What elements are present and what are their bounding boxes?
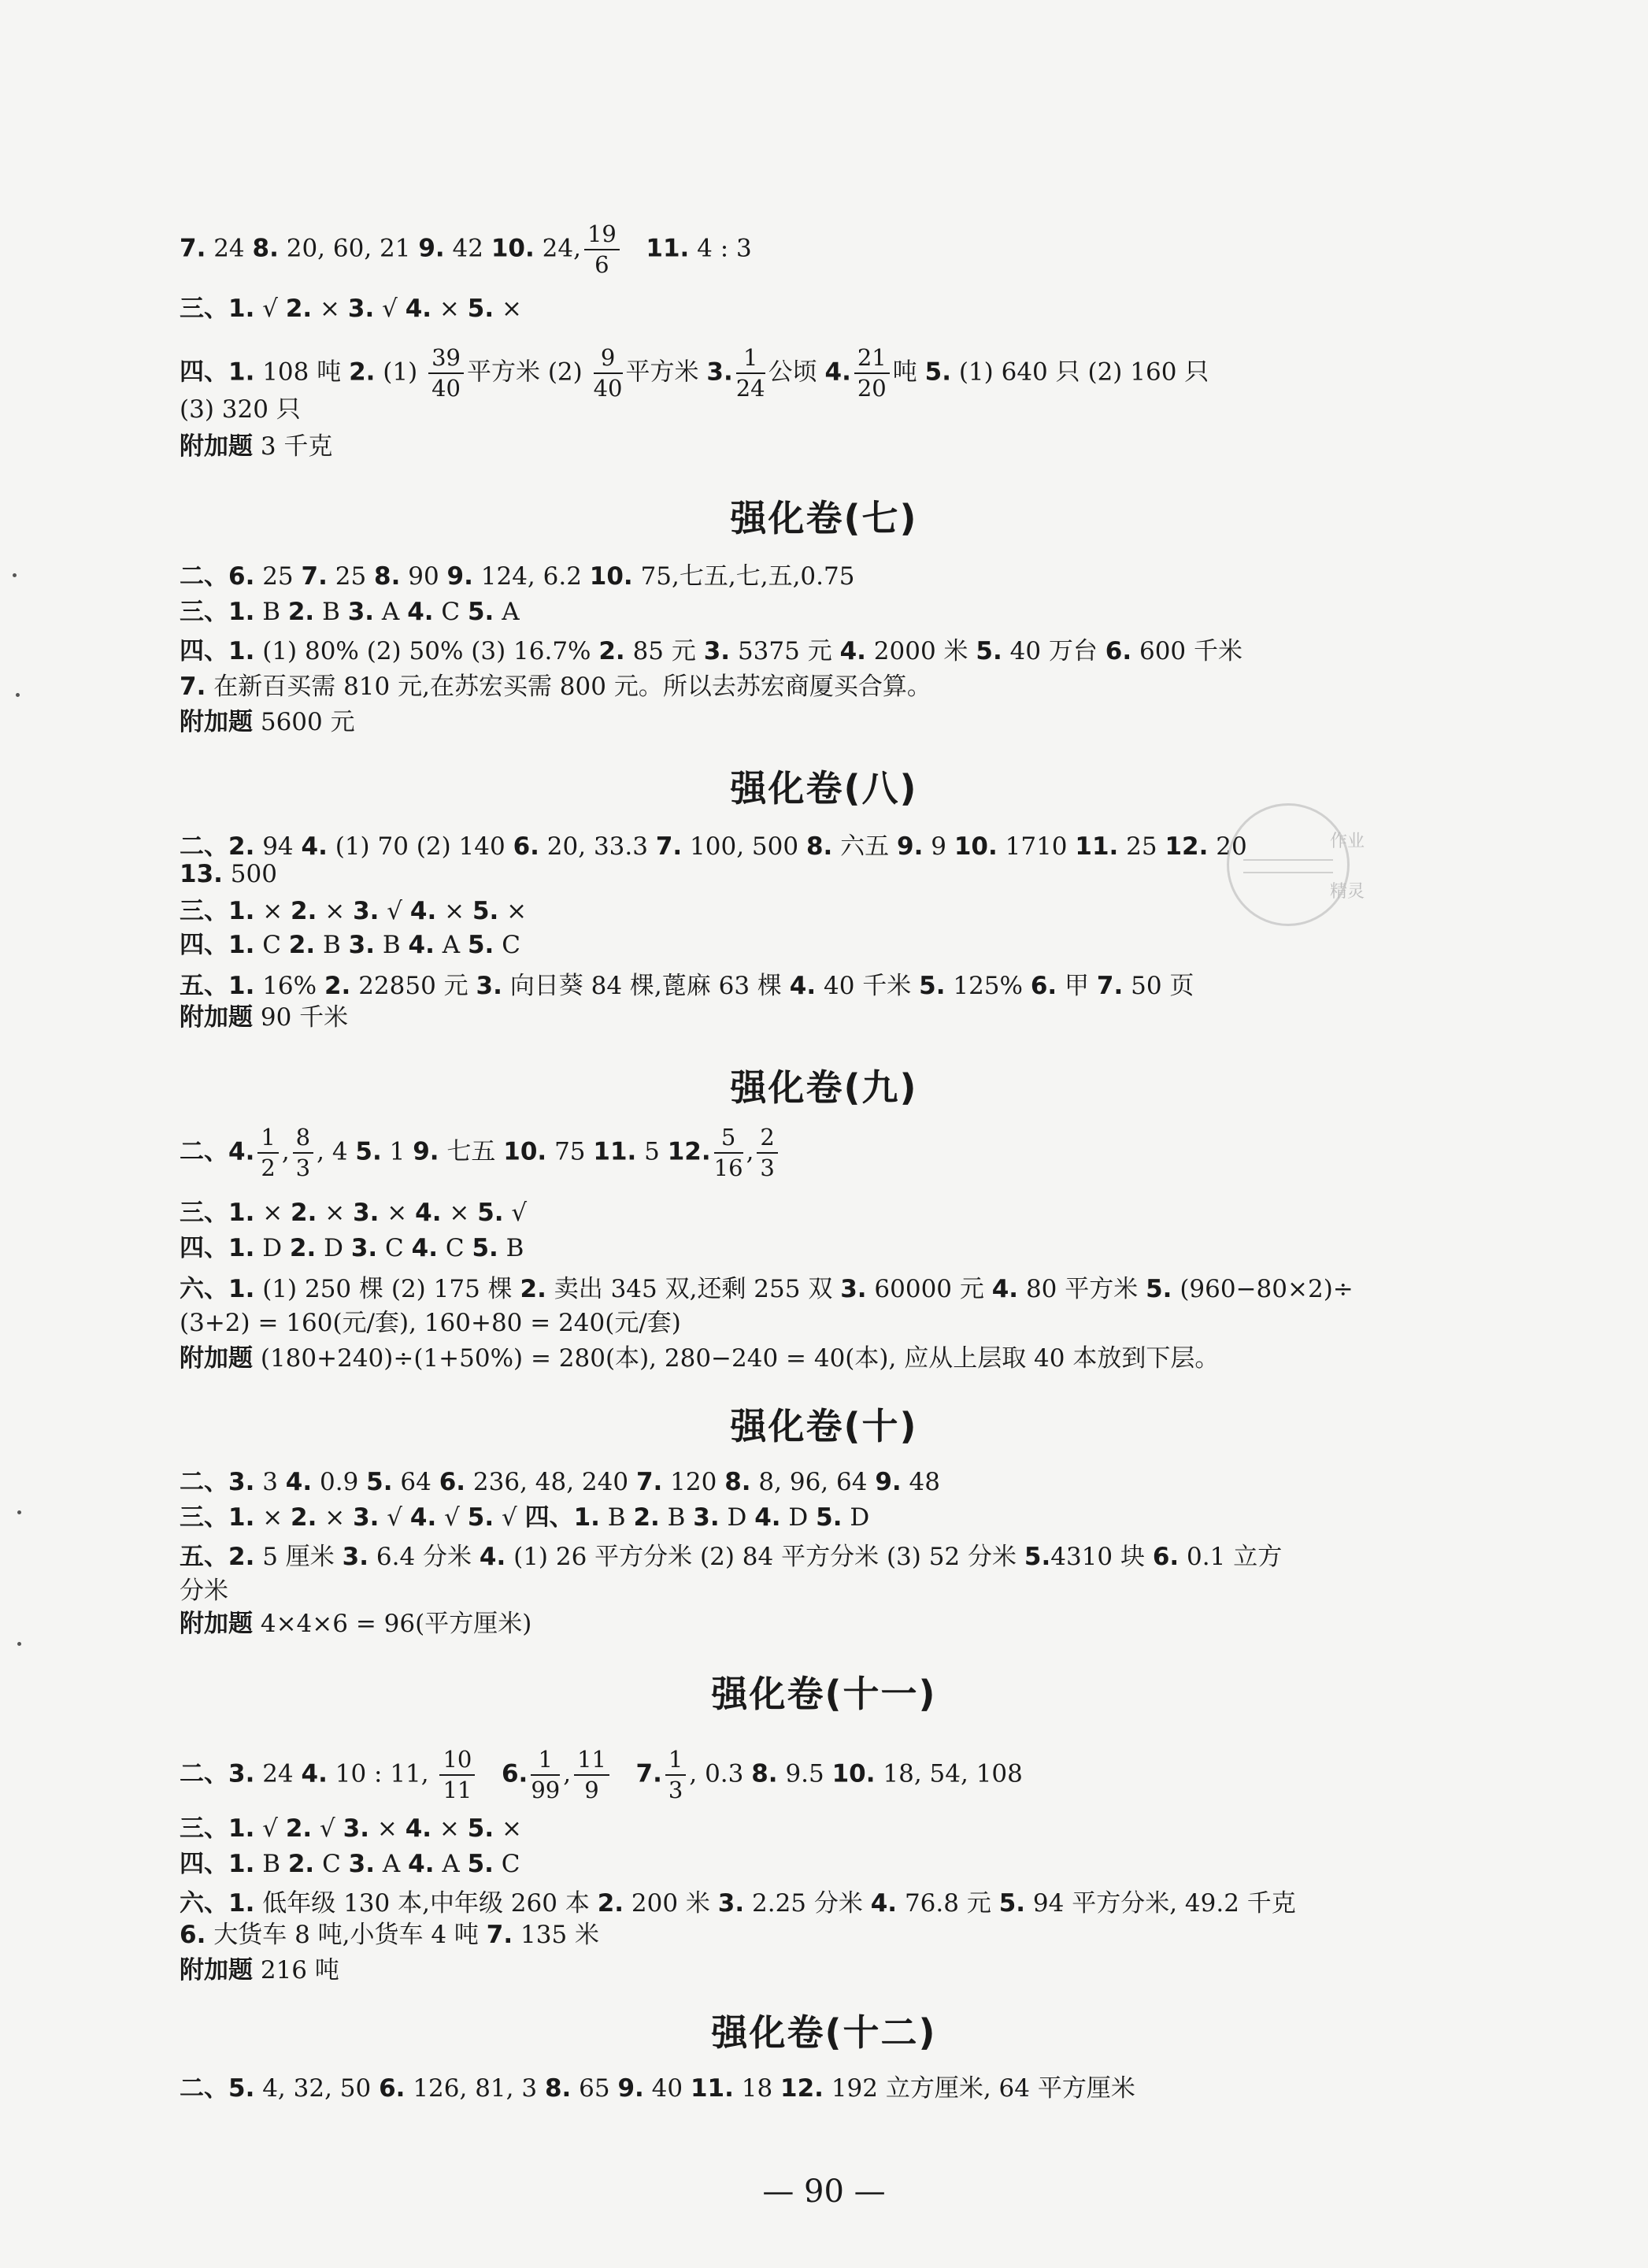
bonus-line: 附加题 4×4×6 = 96(平方厘米)	[180, 1610, 532, 1638]
answer-line: 四、1. D 2. D 3. C 4. C 5. B	[180, 1234, 524, 1262]
answer-line: 二、2. 94 4. (1) 70 (2) 140 6. 20, 33.3 7. 100, 500 8. 六五 9. 9 10. 1710 11. 25 12. 20	[180, 832, 1247, 861]
section-title: 强化卷(十二)	[711, 2011, 937, 2054]
fraction: $\frac{8}{3}$	[293, 1126, 313, 1180]
fraction: $\frac{2}{3}$	[757, 1126, 777, 1180]
answer-line: (3+2) = 160(元/套), 160+80 = 240(元/套)	[180, 1309, 681, 1337]
scan-speck	[17, 1510, 21, 1514]
answer-line: 分米	[180, 1577, 228, 1605]
answer-line: 五、2. 5 厘米 3. 6.4 分米 4. (1) 26 平方分米 (2) 84 平方分米 (3) 52 分米 5.4310 块 6. 0.1 立方	[180, 1543, 1283, 1571]
answer-line: 五、1. 16% 2. 22850 元 3. 向日葵 84 棵,蓖麻 63 棵 4. 40 千米 5. 125% 6. 甲 7. 50 页	[180, 972, 1194, 1000]
answer-line: 三、1. B 2. B 3. A 4. C 5. A	[180, 598, 520, 626]
watermark-stamp: 作业 精灵	[1227, 803, 1350, 926]
fraction: $\frac{1}{24}$	[735, 344, 765, 402]
fraction: $\frac{10}{11}$	[439, 1748, 475, 1802]
fraction: $\frac{1}{99}$	[531, 1746, 561, 1803]
answer-line: 7. 在新百买需 810 元,在苏宏买需 800 元。所以去苏宏商厦买合算。	[180, 673, 931, 701]
bonus-line: 附加题 3 千克	[180, 432, 333, 461]
answer-line: 二、4. $\frac{1}{2}$ , $\frac{8}{3}$ , 4 5. 1 9. 七五 10. 75 11. 5 12. $\frac{5}{16}$ , $\frac{2}{3}$	[180, 1126, 1518, 1180]
scan-speck	[16, 693, 20, 697]
fraction: $\frac{1}{3}$	[665, 1748, 686, 1802]
answer-line: 三、1. × 2. × 3. √ 4. √ 5. √ 四、1. B 2. B 3. D 4. D 5. D	[180, 1503, 870, 1532]
bonus-line: 附加题 (180+240)÷(1+50%) = 280(本), 280−240 = 40(本), 应从上层取 40 本放到下层。	[180, 1344, 1220, 1373]
answer-line: 四、1. (1) 80% (2) 50% (3) 16.7% 2. 85 元 3. 5375 元 4. 2000 米 5. 40 万台 6. 600 千米	[180, 637, 1243, 665]
answer-line: 三、1. √ 2. × 3. √ 4. × 5. ×	[180, 295, 522, 323]
answer-line: 三、1. × 2. × 3. √ 4. × 5. ×	[180, 897, 528, 925]
scan-speck	[13, 573, 17, 577]
answer-line: 二、3. 24 4. 10 : 11, $\frac{10}{11}$ 6. $\frac{1}{99}$ , $\frac{11}{9}$ 7. $\frac{1}{3}$ , 0.3 8. 9.5 10. 18, 54, 108	[180, 1746, 1023, 1803]
section-title: 强化卷(十)	[730, 1405, 918, 1447]
answer-line: 13. 500	[180, 860, 277, 888]
fraction: $\frac{5}{16}$	[713, 1124, 743, 1181]
answer-line: (3) 320 只	[180, 395, 301, 424]
answer-line: 7. 24 8. 20, 60, 21 9. 42 10. 24, $\frac{19}{6}$ 11. 4 : 3	[180, 220, 752, 278]
section-title: 强化卷(十一)	[711, 1673, 937, 1715]
answer-line: 二、6. 25 7. 25 8. 90 9. 124, 6.2 10. 75,七五,七,五,0.75	[180, 562, 855, 591]
answer-line: 四、1. B 2. C 3. A 4. A 5. C	[180, 1850, 520, 1878]
answer-line: 6. 大货车 8 吨,小货车 4 吨 7. 135 米	[180, 1921, 600, 1949]
fraction: $\frac{1}{2}$	[257, 1126, 278, 1180]
fraction: $\frac{11}{9}$	[574, 1748, 609, 1802]
answer-line: 三、1. √ 2. √ 3. × 4. × 5. ×	[180, 1814, 522, 1843]
answer-line: 六、1. 低年级 130 本,中年级 260 本 2. 200 米 3. 2.25 分米 4. 76.8 元 5. 94 平方分米, 49.2 千克	[180, 1889, 1296, 1918]
section-title: 强化卷(七)	[730, 497, 918, 539]
page-number: — 90 —	[762, 2174, 886, 2210]
bonus-line: 附加题 5600 元	[180, 708, 355, 736]
answer-line: 六、1. (1) 250 棵 (2) 175 棵 2. 卖出 345 双,还剩 255 双 3. 60000 元 4. 80 平方米 5. (960−80×2)÷	[180, 1275, 1354, 1303]
section-title: 强化卷(八)	[730, 767, 918, 810]
fraction: $\frac{19}{6}$	[584, 223, 620, 276]
scan-speck	[17, 1642, 21, 1646]
fraction: $\frac{9}{40}$	[593, 344, 623, 402]
answer-line: 四、1. C 2. B 3. B 4. A 5. C	[180, 931, 520, 959]
fraction: $\frac{39}{40}$	[428, 346, 464, 400]
answer-line: 四、1. 108 吨 2. (1) $\frac{39}{40}$ 平方米 (2) $\frac{9}{40}$ 平方米 3. $\frac{1}{24}$ 公顷 4. $\frac{21}{20}$ 吨 5. (1) 640 只 (2) 160 只	[180, 344, 1209, 402]
bonus-line: 附加题 216 吨	[180, 1956, 339, 1984]
answer-line: 二、5. 4, 32, 50 6. 126, 81, 3 8. 65 9. 40 11. 18 12. 192 立方厘米, 64 平方厘米	[180, 2074, 1135, 2103]
bonus-line: 附加题 90 千米	[180, 1003, 349, 1032]
section-title: 强化卷(九)	[730, 1066, 918, 1109]
answer-line: 二、3. 3 4. 0.9 5. 64 6. 236, 48, 240 7. 120 8. 8, 96, 64 9. 48	[180, 1468, 940, 1496]
fraction: $\frac{21}{20}$	[854, 346, 890, 400]
answer-line: 三、1. × 2. × 3. × 4. × 5. √	[180, 1199, 528, 1227]
